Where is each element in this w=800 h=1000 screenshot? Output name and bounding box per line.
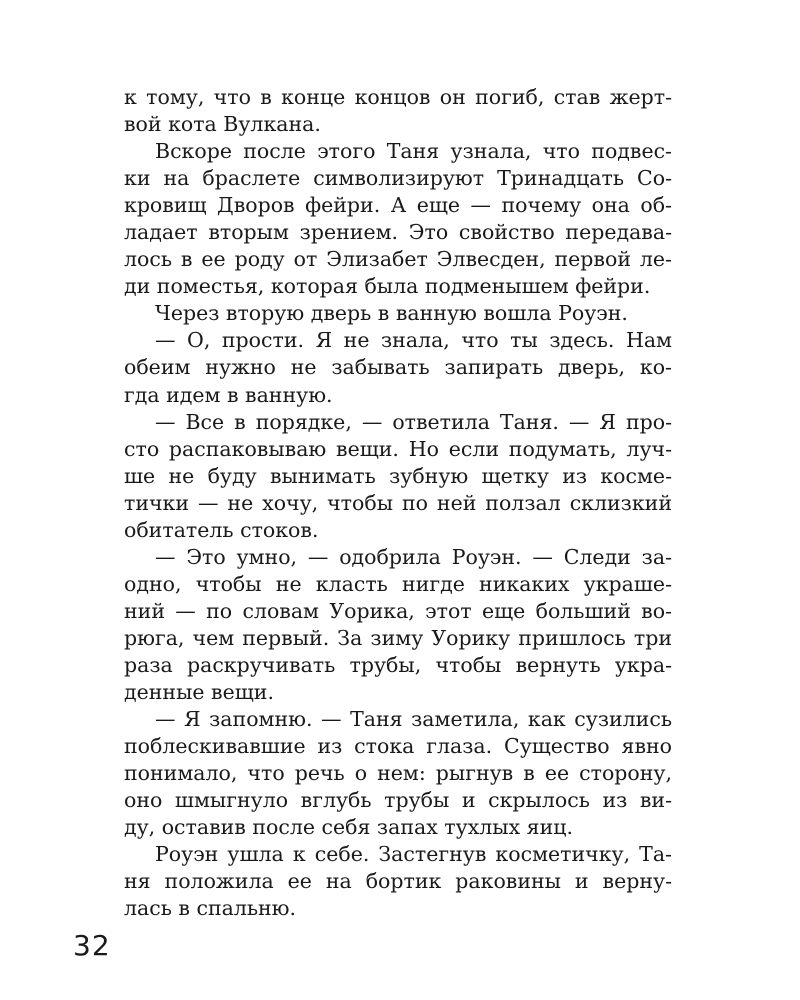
text-line: ний — по словам Уорика, этот еще больший во- bbox=[124, 598, 672, 623]
text-line: Вскоре после этого Таня узнала, что подвес- bbox=[155, 139, 672, 164]
text-line: обеим нужно не забывать запирать дверь, ко- bbox=[124, 355, 672, 380]
text-line: поблескивавшие из стока глаза. Существо явно bbox=[124, 734, 672, 759]
text-line: раза раскручивать трубы, чтобы вернуть укра- bbox=[124, 652, 672, 677]
text-line: ди поместья, которая была подменышем фейри. bbox=[124, 274, 651, 299]
text-line: оно шмыгнуло вглубь трубы и скрылось из ви- bbox=[124, 788, 672, 813]
text-line: понимало, что речь о нем: рыгнув в ее сторону, bbox=[124, 761, 672, 786]
text-line: ду, оставив после себя запах тухлых яиц. bbox=[124, 815, 573, 840]
text-line: гда идем в ванную. bbox=[124, 382, 333, 407]
text-line: лось в ее роду от Элизабет Элвесден, первой ле- bbox=[124, 247, 672, 272]
text-line: одно, чтобы не класть нигде никаких украше- bbox=[124, 571, 672, 596]
text-line: к тому, что в конце концов он погиб, став жерт- bbox=[124, 85, 672, 109]
text-line: денные вещи. bbox=[124, 680, 274, 705]
text-line: — Я запомню. — Таня заметила, как сузились bbox=[155, 707, 672, 732]
text-line: тички — не хочу, чтобы по ней ползал склизкий bbox=[124, 490, 672, 515]
text-line: ки на браслете символизируют Тринадцать Со- bbox=[124, 166, 672, 191]
text-line: обитатель стоков. bbox=[124, 517, 319, 542]
text-line: Через вторую дверь в ванную вошла Роуэн. bbox=[155, 301, 628, 326]
text-line: кровищ Дворов фейри. А еще — почему она об- bbox=[124, 193, 672, 218]
text-line: — О, прости. Я не знала, что ты здесь. Нам bbox=[155, 328, 672, 353]
text-line: Роуэн ушла к себе. Застегнув косметичку, Та- bbox=[155, 842, 672, 867]
text-line: — Все в порядке, — ответила Таня. — Я про- bbox=[155, 409, 672, 434]
text-line: сто распаковываю вещи. Но если подумать, луч- bbox=[124, 436, 672, 461]
body-text bbox=[124, 84, 672, 922]
text-line: — Это умно, — одобрила Роуэн. — Следи за- bbox=[155, 544, 672, 569]
text-line: рюга, чем первый. За зиму Уорику пришлось три bbox=[124, 625, 672, 650]
text-line: вой кота Вулкана. bbox=[124, 112, 321, 137]
page-number: 32 bbox=[73, 929, 111, 962]
text-line: ше не буду вынимать зубную щетку из космe- bbox=[124, 463, 672, 488]
text-line: ладает вторым зрением. Это свойство передава- bbox=[124, 220, 672, 245]
text-line: ня положила ее на бортик раковины и верну- bbox=[124, 869, 672, 894]
text-line: лась в спальню. bbox=[124, 896, 297, 921]
